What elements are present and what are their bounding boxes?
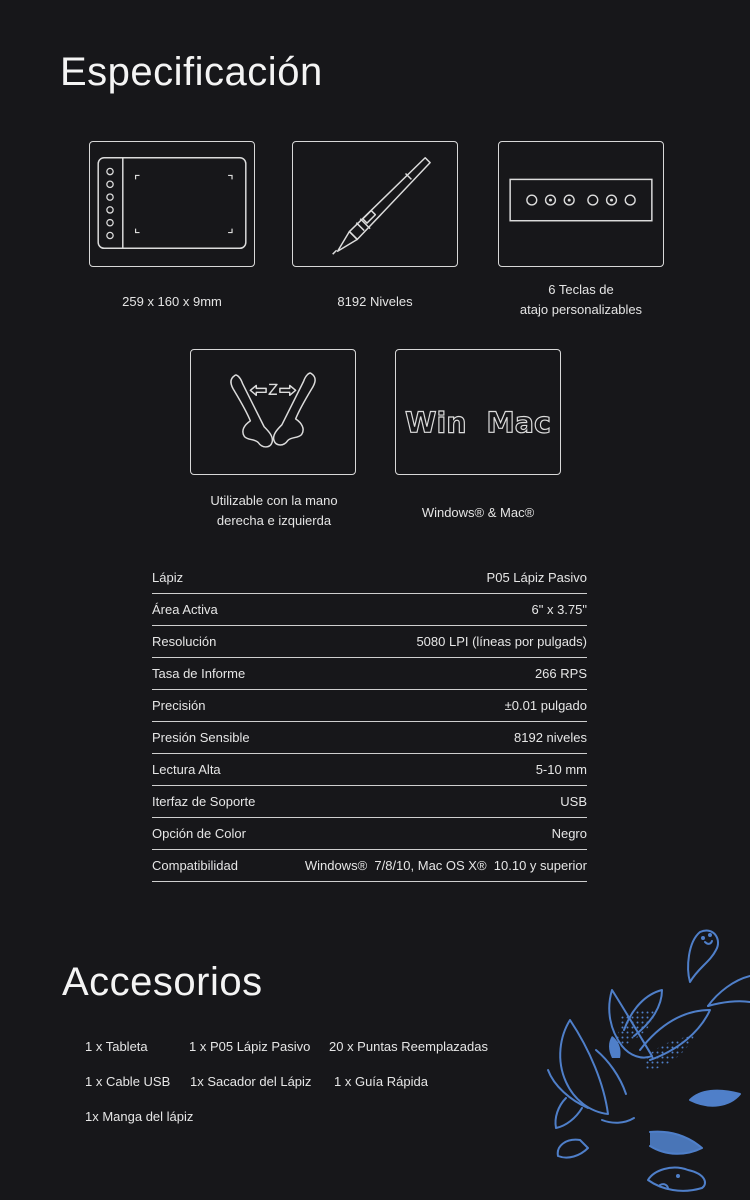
- caption-line: atajo personalizables: [519, 302, 643, 317]
- spec-value: 266 RPS: [534, 666, 587, 681]
- spec-value: 6" x 3.75": [531, 602, 587, 617]
- feature-caption-pen: [275, 292, 475, 312]
- spec-row-accuracy: [152, 690, 587, 722]
- caption-line: 259 x 160 x 9mm: [122, 294, 222, 309]
- caption-line: Windows® & Mac®: [421, 505, 535, 520]
- accessory-item: 1 x Tableta: [85, 1039, 148, 1054]
- spec-label: Resolución: [152, 634, 217, 649]
- feature-card-hands: [190, 349, 356, 475]
- spec-label: Iterfaz de Soporte: [152, 794, 256, 809]
- caption-line: derecha e izquierda: [216, 513, 332, 528]
- spec-value: Windows® 7/8/10, Mac OS X® 10.10 y superior: [304, 858, 587, 873]
- spec-table: [152, 561, 587, 882]
- spec-row-pressure: [152, 722, 587, 754]
- feature-caption-keys: [481, 280, 681, 320]
- feature-card-tablet: [89, 141, 255, 267]
- hands-icon: [191, 350, 355, 474]
- tablet-icon: [90, 142, 254, 266]
- spec-value: ±0.01 pulgado: [504, 698, 587, 713]
- win-mac-text: Win Mac: [405, 406, 551, 440]
- spec-value: P05 Lápiz Pasivo: [486, 569, 587, 585]
- win-mac-icon: [396, 350, 560, 474]
- spec-label: Tasa de Informe: [152, 666, 246, 681]
- pen-icon: [293, 142, 457, 266]
- accessory-item: 20 x Puntas Reemplazadas: [329, 1039, 488, 1054]
- spec-label: Área Activa: [152, 602, 218, 617]
- spec-label: Presión Sensible: [152, 730, 250, 745]
- spec-value: 5-10 mm: [535, 762, 587, 777]
- spec-label: Lectura Alta: [152, 762, 221, 777]
- accessory-item: 1 x P05 Lápiz Pasivo: [189, 1039, 311, 1054]
- accessory-item: 1x Sacador del Lápiz: [190, 1074, 312, 1089]
- spec-label: Compatibilidad: [152, 858, 238, 873]
- spec-label: Precisión: [152, 698, 206, 713]
- spec-value: USB: [560, 794, 587, 809]
- accessory-item: 1x Manga del lápiz: [85, 1109, 194, 1124]
- spec-row-report-rate: [152, 658, 587, 690]
- spec-row-interface: [152, 786, 587, 818]
- caption-line: 8192 Niveles: [337, 294, 413, 309]
- spec-label: Opción de Color: [152, 826, 246, 841]
- feature-card-keys: [498, 141, 664, 267]
- feature-caption-os: [378, 503, 578, 523]
- spec-row-active-area: [152, 594, 587, 626]
- accessory-item: 1 x Cable USB: [85, 1074, 171, 1089]
- spec-value: Negro: [551, 826, 587, 841]
- spec-title: Especificación: [60, 50, 323, 94]
- feature-caption-hands: [174, 491, 374, 531]
- spec-value: 5080 LPI (líneas por pulgads): [416, 634, 587, 649]
- spec-label: Lápiz: [152, 569, 184, 585]
- spec-row-reading-height: [152, 754, 587, 786]
- feature-card-pen: [292, 141, 458, 267]
- spec-row-compatibility: [152, 850, 587, 882]
- accessory-item: 1 x Guía Rápida: [334, 1074, 428, 1089]
- feature-caption-tablet: [72, 292, 272, 312]
- feature-card-os: [395, 349, 561, 475]
- caption-line: Utilizable con la mano: [210, 493, 338, 508]
- floral-decoration-icon: [540, 920, 750, 1200]
- accessories-title: Accesorios: [62, 960, 263, 1004]
- spec-row-pen: [152, 561, 587, 594]
- spec-row-color: [152, 818, 587, 850]
- spec-row-resolution: [152, 626, 587, 658]
- spec-value: 8192 niveles: [514, 730, 587, 745]
- shortcut-keys-icon: [499, 142, 663, 266]
- caption-line: 6 Teclas de: [548, 282, 614, 297]
